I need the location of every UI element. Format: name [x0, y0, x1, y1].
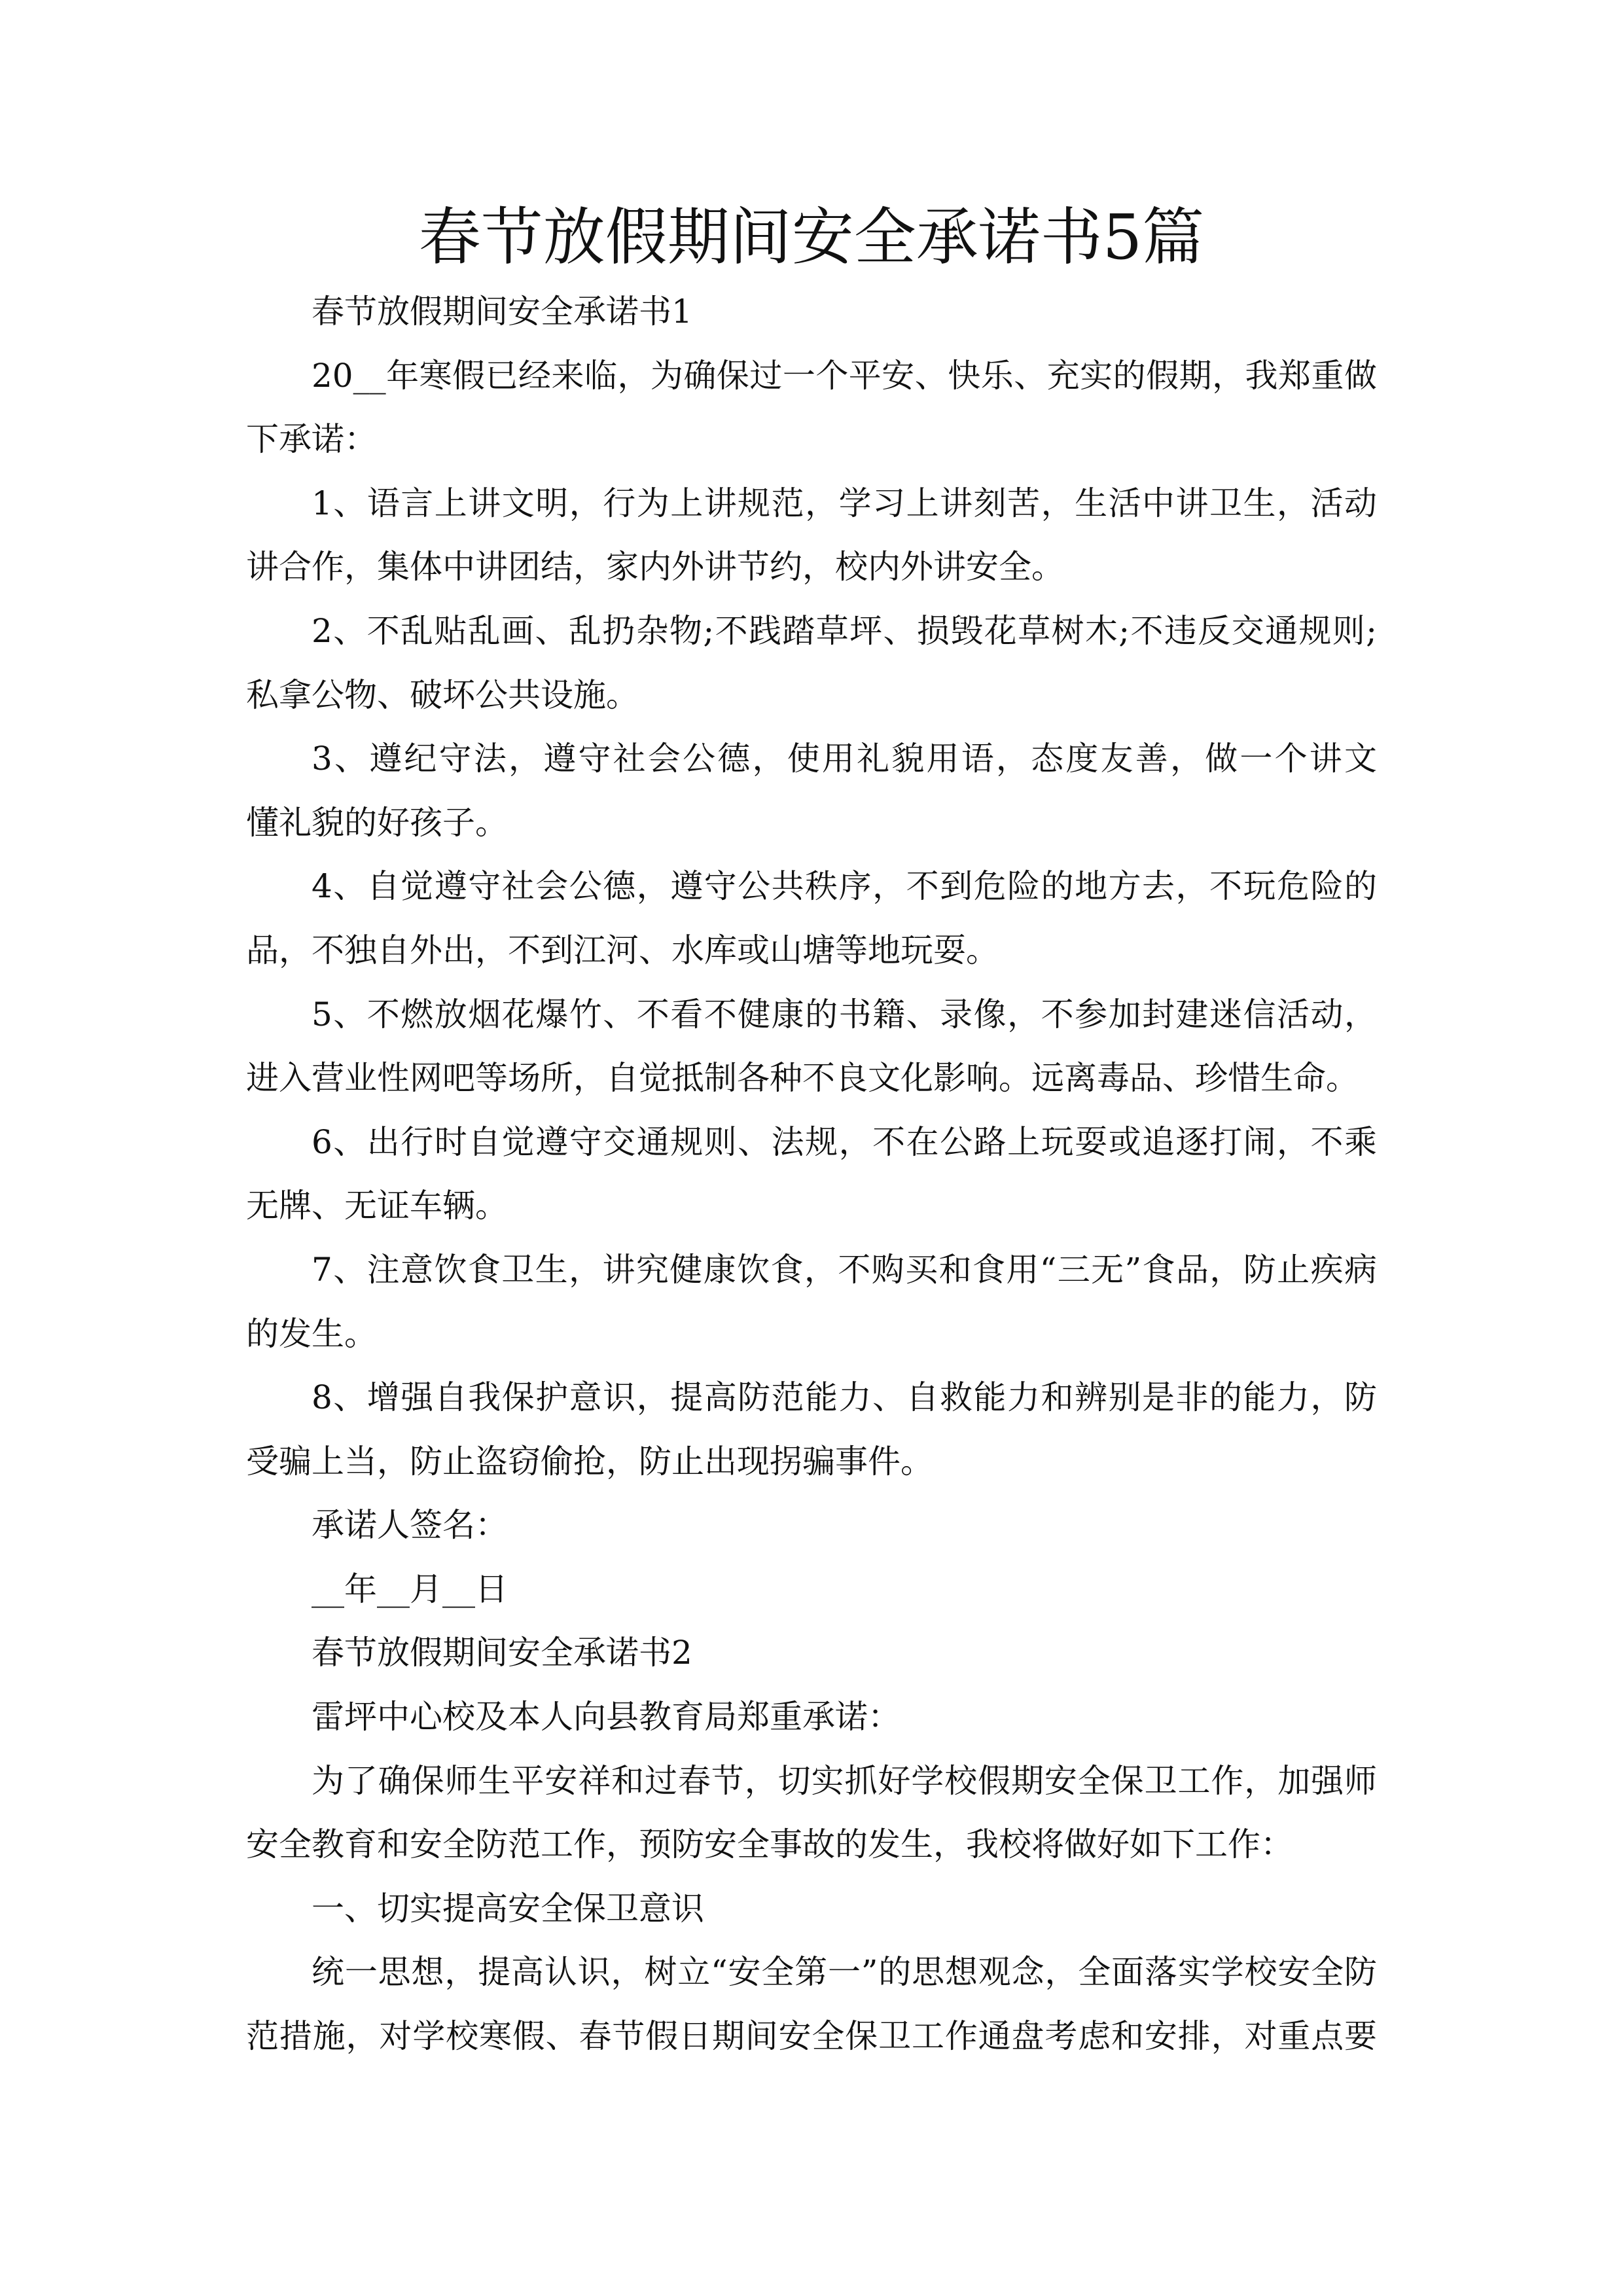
- text-line: 进入营业性网吧等场所，自觉抵制各种不良文化影响。远离毒品、珍惜生命。: [246, 1059, 1359, 1098]
- text-line: 讲合作，集体中讲团结，家内外讲节约，校内外讲安全。: [246, 548, 1064, 586]
- paragraph: [246, 983, 1377, 1111]
- paragraph: [246, 1366, 1377, 1494]
- text-line: 受骗上当，防止盗窃偷抢，防止出现拐骗事件。: [246, 1442, 933, 1480]
- paragraph: [246, 1111, 1377, 1238]
- text-line: 品，不独自外出，不到江河、水库或山塘等地玩耍。: [246, 931, 999, 969]
- text-line: 20__年寒假已经来临，为确保过一个平安、快乐、充实的假期，我郑重做: [312, 356, 1377, 395]
- text-line: 统一思想，提高认识，树立“安全第一”的思想观念，全面落实学校安全防: [312, 1953, 1377, 1992]
- text-line: 懂礼貌的好孩子。: [246, 803, 508, 842]
- text-line: 1、语言上讲文明，行为上讲规范，学习上讲刻苦，生活中讲卫生，活动: [312, 484, 1377, 522]
- text-line: 的发生。: [246, 1314, 377, 1353]
- paragraph: [246, 1558, 1377, 1622]
- text-line: 春节放假期间安全承诺书1: [312, 293, 692, 331]
- document-body: [246, 280, 1377, 2069]
- text-line: 范措施，对学校寒假、春节假日期间安全保卫工作通盘考虑和安排，对重点要: [246, 2017, 1377, 2056]
- text-line: 一、切实提高安全保卫意识: [312, 1889, 704, 1928]
- paragraph: [246, 1941, 1377, 2068]
- paragraph: [246, 1494, 1377, 1558]
- text-line: 2、不乱贴乱画、乱扔杂物;不践踏草坪、损毁花草树木;不违反交通规则;: [312, 611, 1377, 650]
- document-title: 春节放假期间安全承诺书5篇: [418, 202, 1205, 274]
- text-line: 雷坪中心校及本人向县教育局郑重承诺：: [312, 1698, 901, 1736]
- paragraph: [246, 1621, 1377, 1685]
- text-line: 下承诺：: [246, 420, 377, 459]
- text-line: 6、出行时自觉遵守交通规则、法规，不在公路上玩耍或追逐打闹，不乘: [312, 1122, 1377, 1161]
- text-line: 4、自觉遵守社会公德，遵守公共秩序，不到危险的地方去，不玩危险的: [312, 867, 1377, 906]
- text-line: 私拿公物、破坏公共设施。: [246, 675, 639, 714]
- text-line: __年__月__日: [312, 1570, 508, 1608]
- text-line: 无牌、无证车辆。: [246, 1187, 508, 1225]
- paragraph: [246, 344, 1377, 472]
- paragraph: [246, 1238, 1377, 1366]
- text-line: 5、不燃放烟花爆竹、不看不健康的书籍、录像，不参加封建迷信活动，: [312, 995, 1377, 1033]
- paragraph: [246, 855, 1377, 982]
- text-line: 春节放假期间安全承诺书2: [312, 1634, 692, 1672]
- paragraph: [246, 472, 1377, 600]
- text-line: 承诺人签名：: [312, 1506, 508, 1545]
- paragraph: [246, 727, 1377, 855]
- text-line: 7、注意饮食卫生，讲究健康饮食，不购买和食用“三无”食品，防止疾病: [312, 1250, 1377, 1289]
- text-line: 安全教育和安全防范工作，预防安全事故的发生，我校将做好如下工作：: [246, 1825, 1293, 1864]
- paragraph: [246, 280, 1377, 344]
- text-line: 8、增强自我保护意识，提高防范能力、自救能力和辨别是非的能力，防: [312, 1378, 1377, 1417]
- paragraph: [246, 1877, 1377, 1941]
- paragraph: [246, 1749, 1377, 1877]
- paragraph: [246, 600, 1377, 727]
- text-line: 3、遵纪守法，遵守社会公德，使用礼貌用语，态度友善，做一个讲文: [312, 740, 1377, 778]
- paragraph: [246, 1685, 1377, 1749]
- text-line: 为了确保师生平安祥和过春节，切实抓好学校假期安全保卫工作，加强师: [312, 1761, 1377, 1800]
